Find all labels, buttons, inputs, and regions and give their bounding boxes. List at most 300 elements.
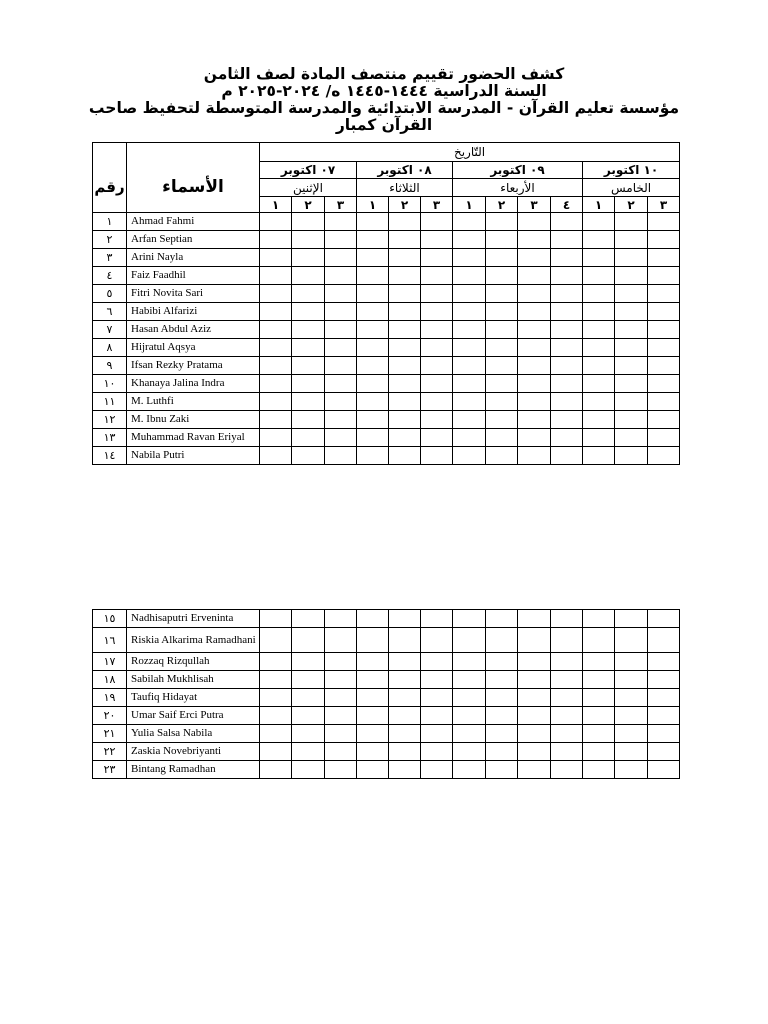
attendance-cell[interactable] xyxy=(292,653,325,671)
attendance-cell[interactable] xyxy=(583,653,615,671)
attendance-cell[interactable] xyxy=(325,447,357,465)
attendance-cell[interactable] xyxy=(551,628,583,653)
attendance-cell[interactable] xyxy=(486,375,518,393)
attendance-cell[interactable] xyxy=(292,411,325,429)
attendance-cell[interactable] xyxy=(453,393,486,411)
attendance-cell[interactable] xyxy=(648,743,680,761)
attendance-cell[interactable] xyxy=(648,429,680,447)
attendance-cell[interactable] xyxy=(486,303,518,321)
attendance-cell[interactable] xyxy=(551,725,583,743)
attendance-cell[interactable] xyxy=(615,231,648,249)
attendance-cell[interactable] xyxy=(453,375,486,393)
attendance-cell[interactable] xyxy=(453,761,486,779)
attendance-cell[interactable] xyxy=(648,267,680,285)
attendance-cell[interactable] xyxy=(292,285,325,303)
attendance-cell[interactable] xyxy=(583,339,615,357)
attendance-cell[interactable] xyxy=(583,610,615,628)
attendance-cell[interactable] xyxy=(486,429,518,447)
attendance-cell[interactable] xyxy=(357,671,389,689)
attendance-cell[interactable] xyxy=(486,725,518,743)
attendance-cell[interactable] xyxy=(486,249,518,267)
attendance-cell[interactable] xyxy=(615,321,648,339)
attendance-cell[interactable] xyxy=(357,393,389,411)
attendance-cell[interactable] xyxy=(453,285,486,303)
attendance-cell[interactable] xyxy=(486,267,518,285)
attendance-cell[interactable] xyxy=(583,375,615,393)
attendance-cell[interactable] xyxy=(453,249,486,267)
attendance-cell[interactable] xyxy=(551,447,583,465)
attendance-cell[interactable] xyxy=(292,303,325,321)
attendance-cell[interactable] xyxy=(357,761,389,779)
attendance-cell[interactable] xyxy=(551,653,583,671)
attendance-cell[interactable] xyxy=(421,285,453,303)
attendance-cell[interactable] xyxy=(260,357,292,375)
attendance-cell[interactable] xyxy=(389,743,421,761)
attendance-cell[interactable] xyxy=(325,213,357,231)
attendance-cell[interactable] xyxy=(292,213,325,231)
attendance-cell[interactable] xyxy=(389,375,421,393)
attendance-cell[interactable] xyxy=(551,411,583,429)
attendance-cell[interactable] xyxy=(518,213,551,231)
attendance-cell[interactable] xyxy=(583,357,615,375)
attendance-cell[interactable] xyxy=(583,429,615,447)
attendance-cell[interactable] xyxy=(292,671,325,689)
attendance-cell[interactable] xyxy=(357,653,389,671)
attendance-cell[interactable] xyxy=(615,689,648,707)
attendance-cell[interactable] xyxy=(583,628,615,653)
attendance-cell[interactable] xyxy=(583,393,615,411)
attendance-cell[interactable] xyxy=(518,689,551,707)
attendance-cell[interactable] xyxy=(325,689,357,707)
attendance-cell[interactable] xyxy=(518,285,551,303)
attendance-cell[interactable] xyxy=(615,303,648,321)
attendance-cell[interactable] xyxy=(615,707,648,725)
attendance-cell[interactable] xyxy=(648,689,680,707)
attendance-cell[interactable] xyxy=(421,707,453,725)
attendance-cell[interactable] xyxy=(648,411,680,429)
attendance-cell[interactable] xyxy=(583,303,615,321)
attendance-cell[interactable] xyxy=(389,393,421,411)
attendance-cell[interactable] xyxy=(518,628,551,653)
attendance-cell[interactable] xyxy=(325,725,357,743)
attendance-cell[interactable] xyxy=(292,267,325,285)
attendance-cell[interactable] xyxy=(486,610,518,628)
attendance-cell[interactable] xyxy=(421,671,453,689)
attendance-cell[interactable] xyxy=(325,761,357,779)
attendance-cell[interactable] xyxy=(518,321,551,339)
attendance-cell[interactable] xyxy=(325,339,357,357)
attendance-cell[interactable] xyxy=(421,393,453,411)
attendance-cell[interactable] xyxy=(518,610,551,628)
attendance-cell[interactable] xyxy=(648,653,680,671)
attendance-cell[interactable] xyxy=(389,411,421,429)
attendance-cell[interactable] xyxy=(583,725,615,743)
attendance-cell[interactable] xyxy=(486,231,518,249)
attendance-cell[interactable] xyxy=(453,671,486,689)
attendance-cell[interactable] xyxy=(325,285,357,303)
attendance-cell[interactable] xyxy=(648,285,680,303)
attendance-cell[interactable] xyxy=(357,411,389,429)
attendance-cell[interactable] xyxy=(648,610,680,628)
attendance-cell[interactable] xyxy=(615,213,648,231)
attendance-cell[interactable] xyxy=(518,231,551,249)
attendance-cell[interactable] xyxy=(486,689,518,707)
attendance-cell[interactable] xyxy=(389,761,421,779)
attendance-cell[interactable] xyxy=(583,321,615,339)
attendance-cell[interactable] xyxy=(551,339,583,357)
attendance-cell[interactable] xyxy=(453,653,486,671)
attendance-cell[interactable] xyxy=(292,249,325,267)
attendance-cell[interactable] xyxy=(583,411,615,429)
attendance-cell[interactable] xyxy=(260,303,292,321)
attendance-cell[interactable] xyxy=(389,231,421,249)
attendance-cell[interactable] xyxy=(389,725,421,743)
attendance-cell[interactable] xyxy=(292,375,325,393)
attendance-cell[interactable] xyxy=(325,707,357,725)
attendance-cell[interactable] xyxy=(648,303,680,321)
attendance-cell[interactable] xyxy=(389,339,421,357)
attendance-cell[interactable] xyxy=(292,339,325,357)
attendance-cell[interactable] xyxy=(325,429,357,447)
attendance-cell[interactable] xyxy=(421,339,453,357)
attendance-cell[interactable] xyxy=(615,429,648,447)
attendance-cell[interactable] xyxy=(486,707,518,725)
attendance-cell[interactable] xyxy=(292,689,325,707)
attendance-cell[interactable] xyxy=(292,707,325,725)
attendance-cell[interactable] xyxy=(421,213,453,231)
attendance-cell[interactable] xyxy=(583,213,615,231)
attendance-cell[interactable] xyxy=(615,610,648,628)
attendance-cell[interactable] xyxy=(260,339,292,357)
attendance-cell[interactable] xyxy=(260,628,292,653)
attendance-cell[interactable] xyxy=(615,628,648,653)
attendance-cell[interactable] xyxy=(260,267,292,285)
attendance-cell[interactable] xyxy=(615,249,648,267)
attendance-cell[interactable] xyxy=(260,671,292,689)
attendance-cell[interactable] xyxy=(518,671,551,689)
attendance-cell[interactable] xyxy=(292,610,325,628)
attendance-cell[interactable] xyxy=(453,231,486,249)
attendance-cell[interactable] xyxy=(421,267,453,285)
attendance-cell[interactable] xyxy=(260,761,292,779)
attendance-cell[interactable] xyxy=(421,628,453,653)
attendance-cell[interactable] xyxy=(260,743,292,761)
attendance-cell[interactable] xyxy=(518,429,551,447)
attendance-cell[interactable] xyxy=(486,393,518,411)
attendance-cell[interactable] xyxy=(260,429,292,447)
attendance-cell[interactable] xyxy=(357,303,389,321)
attendance-cell[interactable] xyxy=(325,249,357,267)
attendance-cell[interactable] xyxy=(325,357,357,375)
attendance-cell[interactable] xyxy=(648,393,680,411)
attendance-cell[interactable] xyxy=(421,321,453,339)
attendance-cell[interactable] xyxy=(325,375,357,393)
attendance-cell[interactable] xyxy=(615,653,648,671)
attendance-cell[interactable] xyxy=(292,429,325,447)
attendance-cell[interactable] xyxy=(615,267,648,285)
attendance-cell[interactable] xyxy=(453,303,486,321)
attendance-cell[interactable] xyxy=(389,321,421,339)
attendance-cell[interactable] xyxy=(357,357,389,375)
attendance-cell[interactable] xyxy=(453,447,486,465)
attendance-cell[interactable] xyxy=(421,429,453,447)
attendance-cell[interactable] xyxy=(325,231,357,249)
attendance-cell[interactable] xyxy=(551,249,583,267)
attendance-cell[interactable] xyxy=(421,447,453,465)
attendance-cell[interactable] xyxy=(648,357,680,375)
attendance-cell[interactable] xyxy=(551,707,583,725)
attendance-cell[interactable] xyxy=(325,411,357,429)
attendance-cell[interactable] xyxy=(583,249,615,267)
attendance-cell[interactable] xyxy=(260,393,292,411)
attendance-cell[interactable] xyxy=(486,761,518,779)
attendance-cell[interactable] xyxy=(389,249,421,267)
attendance-cell[interactable] xyxy=(325,610,357,628)
attendance-cell[interactable] xyxy=(518,303,551,321)
attendance-cell[interactable] xyxy=(260,610,292,628)
attendance-cell[interactable] xyxy=(551,231,583,249)
attendance-cell[interactable] xyxy=(615,411,648,429)
attendance-cell[interactable] xyxy=(615,761,648,779)
attendance-cell[interactable] xyxy=(325,321,357,339)
attendance-cell[interactable] xyxy=(551,213,583,231)
attendance-cell[interactable] xyxy=(551,375,583,393)
attendance-cell[interactable] xyxy=(615,339,648,357)
attendance-cell[interactable] xyxy=(292,393,325,411)
attendance-cell[interactable] xyxy=(260,725,292,743)
attendance-cell[interactable] xyxy=(292,321,325,339)
attendance-cell[interactable] xyxy=(648,213,680,231)
attendance-cell[interactable] xyxy=(615,671,648,689)
attendance-cell[interactable] xyxy=(518,267,551,285)
attendance-cell[interactable] xyxy=(648,671,680,689)
attendance-cell[interactable] xyxy=(648,249,680,267)
attendance-cell[interactable] xyxy=(486,213,518,231)
attendance-cell[interactable] xyxy=(389,628,421,653)
attendance-cell[interactable] xyxy=(648,339,680,357)
attendance-cell[interactable] xyxy=(421,249,453,267)
attendance-cell[interactable] xyxy=(260,411,292,429)
attendance-cell[interactable] xyxy=(389,213,421,231)
attendance-cell[interactable] xyxy=(421,725,453,743)
attendance-cell[interactable] xyxy=(292,761,325,779)
attendance-cell[interactable] xyxy=(453,628,486,653)
empty-header-cell xyxy=(93,143,127,162)
attendance-cell[interactable] xyxy=(518,707,551,725)
attendance-cell[interactable] xyxy=(615,725,648,743)
attendance-cell[interactable] xyxy=(325,393,357,411)
attendance-cell[interactable] xyxy=(551,357,583,375)
attendance-cell[interactable] xyxy=(357,743,389,761)
attendance-cell[interactable] xyxy=(486,411,518,429)
attendance-cell[interactable] xyxy=(357,231,389,249)
attendance-cell[interactable] xyxy=(389,267,421,285)
attendance-cell[interactable] xyxy=(518,357,551,375)
attendance-cell[interactable] xyxy=(615,357,648,375)
attendance-cell[interactable] xyxy=(551,429,583,447)
attendance-cell[interactable] xyxy=(583,671,615,689)
attendance-cell[interactable] xyxy=(648,321,680,339)
attendance-cell[interactable] xyxy=(357,610,389,628)
attendance-cell[interactable] xyxy=(518,375,551,393)
attendance-cell[interactable] xyxy=(421,743,453,761)
attendance-cell[interactable] xyxy=(453,213,486,231)
attendance-cell[interactable] xyxy=(260,375,292,393)
attendance-cell[interactable] xyxy=(551,303,583,321)
attendance-cell[interactable] xyxy=(486,357,518,375)
attendance-cell[interactable] xyxy=(357,707,389,725)
attendance-cell[interactable] xyxy=(615,375,648,393)
attendance-cell[interactable] xyxy=(389,671,421,689)
attendance-cell[interactable] xyxy=(648,628,680,653)
attendance-cell[interactable] xyxy=(453,429,486,447)
attendance-cell[interactable] xyxy=(518,249,551,267)
attendance-cell[interactable] xyxy=(292,447,325,465)
attendance-cell[interactable] xyxy=(453,689,486,707)
attendance-cell[interactable] xyxy=(357,213,389,231)
attendance-cell[interactable] xyxy=(357,339,389,357)
attendance-cell[interactable] xyxy=(260,231,292,249)
attendance-cell[interactable] xyxy=(518,653,551,671)
attendance-cell[interactable] xyxy=(292,743,325,761)
attendance-cell[interactable] xyxy=(260,653,292,671)
attendance-cell[interactable] xyxy=(389,285,421,303)
attendance-cell[interactable] xyxy=(389,610,421,628)
attendance-cell[interactable] xyxy=(486,321,518,339)
attendance-cell[interactable] xyxy=(583,689,615,707)
attendance-cell[interactable] xyxy=(518,393,551,411)
attendance-cell[interactable] xyxy=(518,761,551,779)
attendance-cell[interactable] xyxy=(260,689,292,707)
attendance-cell[interactable] xyxy=(648,231,680,249)
attendance-cell[interactable] xyxy=(453,610,486,628)
attendance-cell[interactable] xyxy=(453,339,486,357)
attendance-cell[interactable] xyxy=(453,357,486,375)
attendance-cell[interactable] xyxy=(486,671,518,689)
attendance-cell[interactable] xyxy=(518,725,551,743)
attendance-cell[interactable] xyxy=(648,761,680,779)
attendance-cell[interactable] xyxy=(551,610,583,628)
attendance-cell[interactable] xyxy=(551,321,583,339)
attendance-cell[interactable] xyxy=(551,285,583,303)
attendance-cell[interactable] xyxy=(260,447,292,465)
attendance-cell[interactable] xyxy=(486,339,518,357)
attendance-cell[interactable] xyxy=(357,285,389,303)
attendance-cell[interactable] xyxy=(292,628,325,653)
attendance-cell[interactable] xyxy=(357,321,389,339)
attendance-cell[interactable] xyxy=(325,628,357,653)
attendance-cell[interactable] xyxy=(292,357,325,375)
attendance-cell[interactable] xyxy=(292,231,325,249)
attendance-cell[interactable] xyxy=(453,267,486,285)
attendance-cell[interactable] xyxy=(357,429,389,447)
attendance-cell[interactable] xyxy=(421,610,453,628)
attendance-cell[interactable] xyxy=(421,375,453,393)
attendance-cell[interactable] xyxy=(551,761,583,779)
attendance-cell[interactable] xyxy=(357,725,389,743)
attendance-cell[interactable] xyxy=(518,339,551,357)
attendance-cell[interactable] xyxy=(518,411,551,429)
attendance-cell[interactable] xyxy=(615,285,648,303)
attendance-cell[interactable] xyxy=(648,707,680,725)
attendance-cell[interactable] xyxy=(421,303,453,321)
attendance-cell[interactable] xyxy=(325,303,357,321)
attendance-cell[interactable] xyxy=(325,653,357,671)
attendance-cell[interactable] xyxy=(551,689,583,707)
attendance-cell[interactable] xyxy=(389,707,421,725)
attendance-cell[interactable] xyxy=(486,743,518,761)
attendance-cell[interactable] xyxy=(583,285,615,303)
attendance-cell[interactable] xyxy=(389,689,421,707)
attendance-cell[interactable] xyxy=(389,429,421,447)
attendance-cell[interactable] xyxy=(518,743,551,761)
attendance-cell[interactable] xyxy=(389,303,421,321)
attendance-cell[interactable] xyxy=(583,231,615,249)
attendance-cell[interactable] xyxy=(615,447,648,465)
attendance-cell[interactable] xyxy=(260,707,292,725)
attendance-cell[interactable] xyxy=(325,671,357,689)
attendance-cell[interactable] xyxy=(421,653,453,671)
attendance-cell[interactable] xyxy=(551,743,583,761)
attendance-cell[interactable] xyxy=(421,689,453,707)
attendance-cell[interactable] xyxy=(357,267,389,285)
attendance-cell[interactable] xyxy=(453,707,486,725)
attendance-cell[interactable] xyxy=(260,213,292,231)
attendance-cell[interactable] xyxy=(357,628,389,653)
attendance-cell[interactable] xyxy=(357,447,389,465)
attendance-cell[interactable] xyxy=(453,725,486,743)
attendance-cell[interactable] xyxy=(389,653,421,671)
attendance-cell[interactable] xyxy=(389,447,421,465)
attendance-cell[interactable] xyxy=(648,725,680,743)
attendance-cell[interactable] xyxy=(551,267,583,285)
attendance-cell[interactable] xyxy=(357,689,389,707)
attendance-cell[interactable] xyxy=(421,761,453,779)
attendance-cell[interactable] xyxy=(453,743,486,761)
attendance-cell[interactable] xyxy=(260,285,292,303)
attendance-cell[interactable] xyxy=(486,285,518,303)
attendance-cell[interactable] xyxy=(325,267,357,285)
attendance-cell[interactable] xyxy=(583,447,615,465)
attendance-cell[interactable] xyxy=(648,375,680,393)
attendance-cell[interactable] xyxy=(389,357,421,375)
attendance-cell[interactable] xyxy=(260,321,292,339)
attendance-cell[interactable] xyxy=(615,393,648,411)
attendance-cell[interactable] xyxy=(325,743,357,761)
attendance-cell[interactable] xyxy=(453,321,486,339)
attendance-cell[interactable] xyxy=(486,628,518,653)
attendance-cell[interactable] xyxy=(583,267,615,285)
attendance-cell[interactable] xyxy=(648,447,680,465)
attendance-cell[interactable] xyxy=(357,375,389,393)
attendance-cell[interactable] xyxy=(292,725,325,743)
attendance-cell[interactable] xyxy=(583,743,615,761)
attendance-cell[interactable] xyxy=(583,707,615,725)
attendance-cell[interactable] xyxy=(486,653,518,671)
attendance-cell[interactable] xyxy=(260,249,292,267)
attendance-cell[interactable] xyxy=(421,411,453,429)
attendance-cell[interactable] xyxy=(551,393,583,411)
attendance-cell[interactable] xyxy=(421,231,453,249)
attendance-cell[interactable] xyxy=(615,743,648,761)
attendance-cell[interactable] xyxy=(421,357,453,375)
attendance-cell[interactable] xyxy=(583,761,615,779)
attendance-cell[interactable] xyxy=(551,671,583,689)
attendance-cell[interactable] xyxy=(453,411,486,429)
attendance-cell[interactable] xyxy=(518,447,551,465)
attendance-cell[interactable] xyxy=(486,447,518,465)
attendance-cell[interactable] xyxy=(357,249,389,267)
